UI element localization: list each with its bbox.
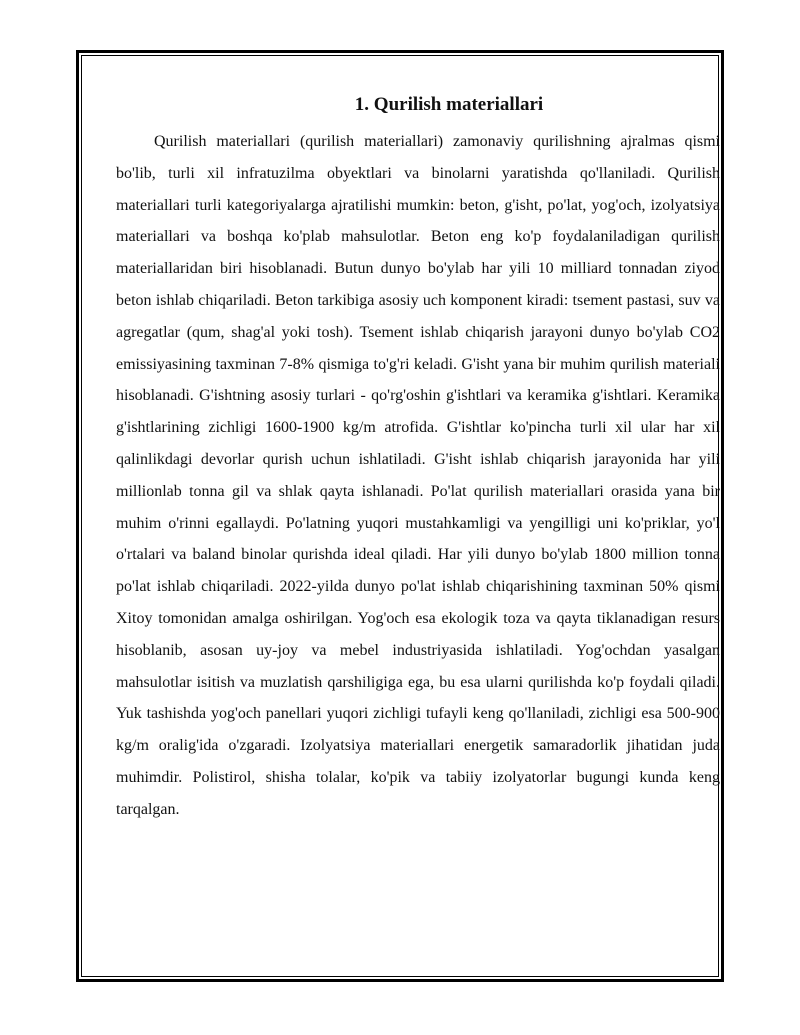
body-paragraph: Qurilish materiallari (qurilish materiallari) zamonaviy qurilishning ajralmas qismi bo'lib, turli xil infratuzilma obyektlari va binolarni yaratishda qo'llaniladi. Qurilish materiallari turli kategoriyalarga ajratilishi mumkin: beton, g'isht, po'lat, yog'och, izolyatsiya materiallari va boshqa ko'plab mahsulotlar. Beton eng ko'p foydalaniladigan qurilish materiallaridan biri hisoblanadi. Butun dunyo bo'ylab har yili 10 milliard tonnadan ziyod beton ishlab chiqariladi. Beton tarkibiga asosiy uch komponent kiradi: tsement pastasi, suv va agregatlar (qum, shag'al yoki tosh). Tsement ishlab chiqarish jarayoni dunyo bo'ylab CO2 emissiyasining taxminan 7-8% qismiga to'g'ri keladi. G'isht yana bir muhim qurilish materiali hisoblanadi. G'ishtning asosiy turlari - qo'rg'oshin g'ishtlari va keramika g'ishtlari. Keramika g'ishtlarining zichligi 1600-1900 kg/m atrofida. G'ishtlar ko'pincha turli xil ular har xil qalinlikdagi devorlar qurish uchun ishlatiladi. G'isht ishlab chiqarish jarayonida har yili millionlab tonna gil va shlak qayta ishlanadi. Po'lat qurilish materiallari orasida yana bir muhim o'rinni egallaydi. Po'latning yuqori mustahkamligi va yengilligi uni ko'priklar, yo'l o'rtalari va baland binolar qurishda ideal qiladi. Har yili dunyo bo'ylab 1800 million tonna po'lat ishlab chiqariladi. 2022-yilda dunyo po'lat ishlab chiqarishining taxminan 50% qismi Xitoy tomonidan amalga oshirilgan. Yog'och esa ekologik toza va qayta tiklanadigan resurs hisoblanib, asosan uy-joy va mebel industriyasida ishlatiladi. Yog'ochdan yasalgan mahsulotlar isitish va muzlatish qarshiligiga ega, bu esa ularni qurilishda ko'p foydali qiladi. Yuk tashishda yog'och panellari yuqori zichligi tufayli keng qo'llaniladi, zichligi esa 500-900 kg/m oralig'ida o'zgaradi. Izolyatsiya materiallari energetik samaradorlik jihatidan juda muhimdir. Polistirol, shisha tolalar, ko'pik va tabiiy izolyatorlar bugungi kunda keng tarqalgan.	[116, 133, 720, 818]
section-title: 1. Qurilish materiallari	[354, 94, 544, 115]
document-body	[116, 90, 720, 826]
